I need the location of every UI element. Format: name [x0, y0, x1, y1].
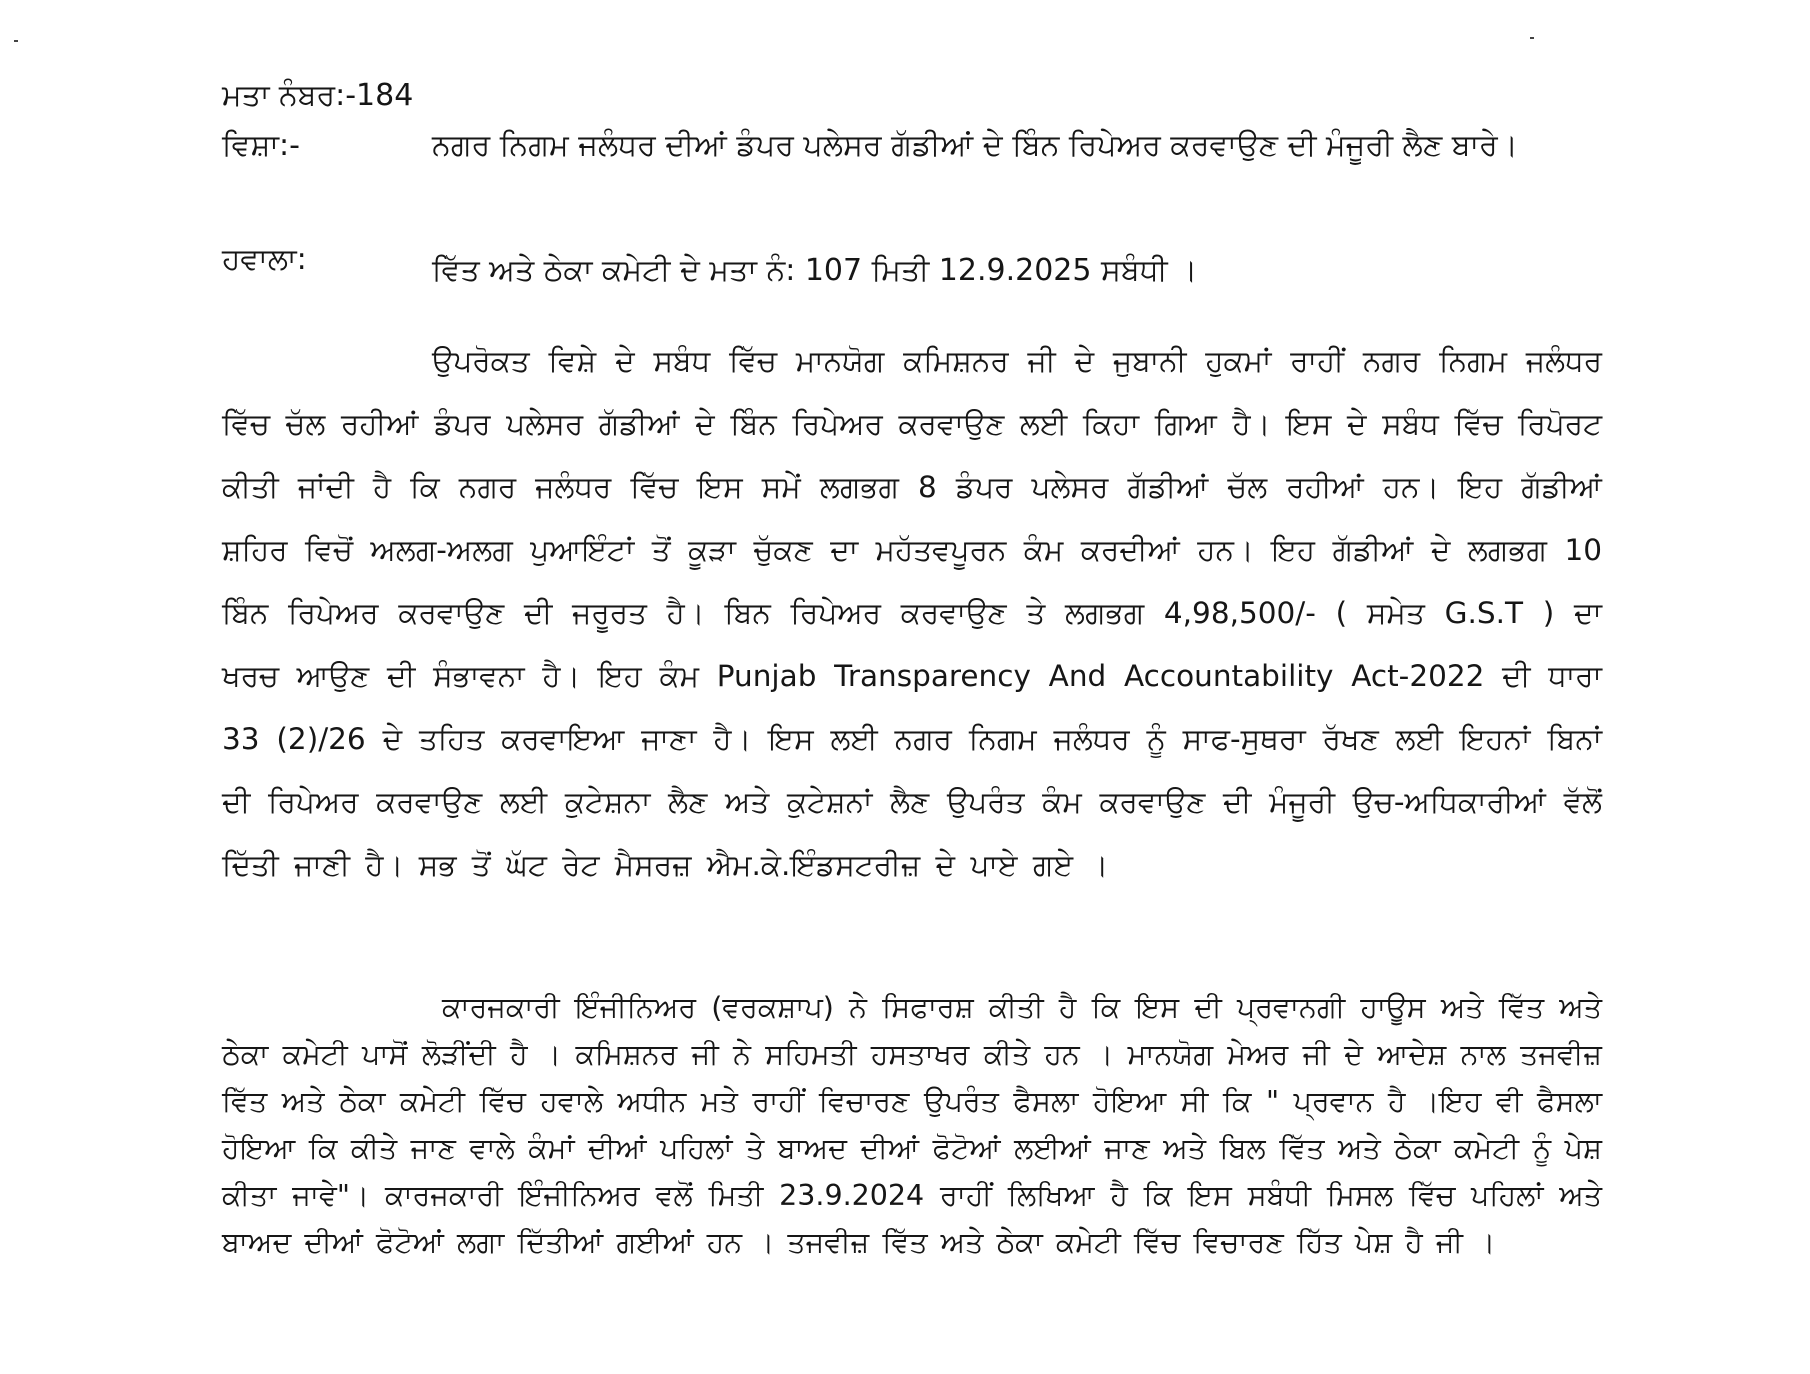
body-paragraph-1: ਉਪਰੋਕਤ ਵਿਸ਼ੇ ਦੇ ਸਬੰਧ ਵਿੱਚ ਮਾਨਯੋਗ ਕਮਿਸ਼ਨਰ ਜੀ ਦੇ ਜੁਬਾਨੀ ਹੁਕਮਾਂ ਰਾਹੀਂ ਨਗਰ ਨਿਗਮ ਜਲੰਧਰ ਵਿੱਚ ਚੱਲ ਰਹੀਆਂ ਡੰਪਰ ਪਲੇਸਰ ਗੱਡੀਆਂ ਦੇ ਬਿੰਨ ਰਿਪੇਅਰ ਕਰਵਾਉਣ ਲਈ ਕਿਹਾ ਗਿਆ ਹੈ। ਇਸ ਦੇ ਸਬੰਧ ਵਿੱਚ ਰਿਪੋਰਟ ਕੀਤੀ ਜਾਂਦੀ ਹੈ ਕਿ ਨਗਰ ਜਲੰਧਰ ਵਿੱਚ ਇਸ ਸਮੇਂ ਲਗਭਗ 8 ਡੰਪਰ ਪਲੇਸਰ ਗੱਡੀਆਂ ਚੱਲ ਰਹੀਆਂ ਹਨ। ਇਹ ਗੱਡੀਆਂ ਸ਼ਹਿਰ ਵਿਚੋਂ ਅਲਗ-ਅਲਗ ਪੁਆਇੰਟਾਂ ਤੋਂ ਕੂੜਾ ਚੁੱਕਣ ਦਾ ਮਹੱਤਵਪੂਰਨ ਕੰਮ ਕਰਦੀਆਂ ਹਨ। ਇਹ ਗੱਡੀਆਂ ਦੇ ਲਗਭਗ 10 ਬਿੰਨ ਰਿਪੇਅਰ ਕਰਵਾਉਣ ਦੀ ਜਰੂਰਤ ਹੈ। ਬਿਨ ਰਿਪੇਅਰ ਕਰਵਾਉਣ ਤੇ ਲਗਭਗ 4,98,500/- ( ਸਮੇਤ G.S.T ) ਦਾ ਖਰਚ ਆਉਣ ਦੀ ਸੰਭਾਵਨਾ ਹੈ। ਇਹ ਕੰਮ Punjab Transparency And Accountability Act-2022 ਦੀ ਧਾਰਾ 33 (2)/26 ਦੇ ਤਹਿਤ ਕਰਵਾਇਆ ਜਾਣਾ ਹੈ। ਇਸ ਲਈ ਨਗਰ ਨਿਗਮ ਜਲੰਧਰ ਨੂੰ ਸਾਫ-ਸੁਥਰਾ ਰੱਖਣ ਲਈ ਇਹਨਾਂ ਬਿਨਾਂ ਦੀ ਰਿਪੇਅਰ ਕਰਵਾਉਣ ਲਈ ਕੁਟੇਸ਼ਨਾ ਲੈਣ ਅਤੇ ਕੁਟੇਸ਼ਨਾਂ ਲੈਣ ਉਪਰੰਤ ਕੰਮ ਕਰਵਾਉਣ ਦੀ ਮੰਜੂਰੀ ਉਚ-ਅਧਿਕਾਰੀਆਂ ਵੱਲੋਂ ਦਿੱਤੀ ਜਾਣੀ ਹੈ। ਸਭ ਤੋਂ ਘੱਟ ਰੇਟ ਮੈਸਰਜ਼ ਐਮ.ਕੇ.ਇੰਡਸਟਰੀਜ਼ ਦੇ ਪਾਏ ਗਏ ।: [222, 344, 1602, 882]
reference-text: ਵਿੱਤ ਅਤੇ ਠੇਕਾ ਕਮੇਟੀ ਦੇ ਮਤਾ ਨੰ: 107 ਮਿਤੀ 12.9.2025 ਸਬੰਧੀ ।: [432, 253, 1198, 288]
subject-text: ਨਗਰ ਨਿਗਮ ਜਲੰਧਰ ਦੀਆਂ ਡੰਪਰ ਪਲੇਸਰ ਗੱਡੀਆਂ ਦੇ ਬਿੰਨ ਰਿਪੇਅਰ ਕਰਵਾਉਣ ਦੀ ਮੰਜੂਰੀ ਲੈਣ ਬਾਰੇ।: [432, 128, 1518, 163]
reference-label: ਹਵਾਲਾ:: [222, 242, 307, 277]
scan-speck: [14, 40, 18, 42]
body-paragraph-2: ਕਾਰਜਕਾਰੀ ਇੰਜੀਨਿਅਰ (ਵਰਕਸ਼ਾਪ) ਨੇ ਸਿਫਾਰਸ਼ ਕੀਤੀ ਹੈ ਕਿ ਇਸ ਦੀ ਪ੍ਰਵਾਨਗੀ ਹਾਊਸ ਅਤੇ ਵਿੱਤ ਅਤੇ ਠੇਕਾ ਕਮੇਟੀ ਪਾਸੋਂ ਲੋੜੀਂਦੀ ਹੈ । ਕਮਿਸ਼ਨਰ ਜੀ ਨੇ ਸਹਿਮਤੀ ਹਸਤਾਖਰ ਕੀਤੇ ਹਨ । ਮਾਨਯੋਗ ਮੇਅਰ ਜੀ ਦੇ ਆਦੇਸ਼ ਨਾਲ ਤਜਵੀਜ਼ ਵਿੱਤ ਅਤੇ ਠੇਕਾ ਕਮੇਟੀ ਵਿੱਚ ਹਵਾਲੇ ਅਧੀਨ ਮਤੇ ਰਾਹੀਂ ਵਿਚਾਰਣ ਉਪਰੰਤ ਫੈਸਲਾ ਹੋਇਆ ਸੀ ਕਿ " ਪ੍ਰਵਾਨ ਹੈ ।ਇਹ ਵੀ ਫੈਸਲਾ ਹੋਇਆ ਕਿ ਕੀਤੇ ਜਾਣ ਵਾਲੇ ਕੰਮਾਂ ਦੀਆਂ ਪਹਿਲਾਂ ਤੇ ਬਾਅਦ ਦੀਆਂ ਫੋਟੋਆਂ ਲਈਆਂ ਜਾਣ ਅਤੇ ਬਿਲ ਵਿੱਤ ਅਤੇ ਠੇਕਾ ਕਮੇਟੀ ਨੂੰ ਪੇਸ਼ ਕੀਤਾ ਜਾਵੇ"। ਕਾਰਜਕਾਰੀ ਇੰਜੀਨਿਅਰ ਵਲੋਂ ਮਿਤੀ 23.9.2024 ਰਾਹੀਂ ਲਿਖਿਆ ਹੈ ਕਿ ਇਸ ਸਬੰਧੀ ਮਿਸਲ ਵਿੱਚ ਪਹਿਲਾਂ ਅਤੇ ਬਾਅਦ ਦੀਆਂ ਫੋਟੋਆਂ ਲਗਾ ਦਿੱਤੀਆਂ ਗਈਆਂ ਹਨ । ਤਜਵੀਜ਼ ਵਿੱਤ ਅਤੇ ਠੇਕਾ ਕਮੇਟੀ ਵਿੱਚ ਵਿਚਾਰਣ ਹਿੱਤ ਪੇਸ਼ ਹੈ ਜੀ ।: [222, 991, 1602, 1259]
subject-label: ਵਿਸ਼ਾ:-: [222, 128, 300, 163]
resolution-number: ਮਤਾ ਨੰਬਰ:-184: [222, 78, 414, 113]
resolution-number-row: [0, 76, 413, 116]
scan-speck: [1530, 37, 1534, 39]
